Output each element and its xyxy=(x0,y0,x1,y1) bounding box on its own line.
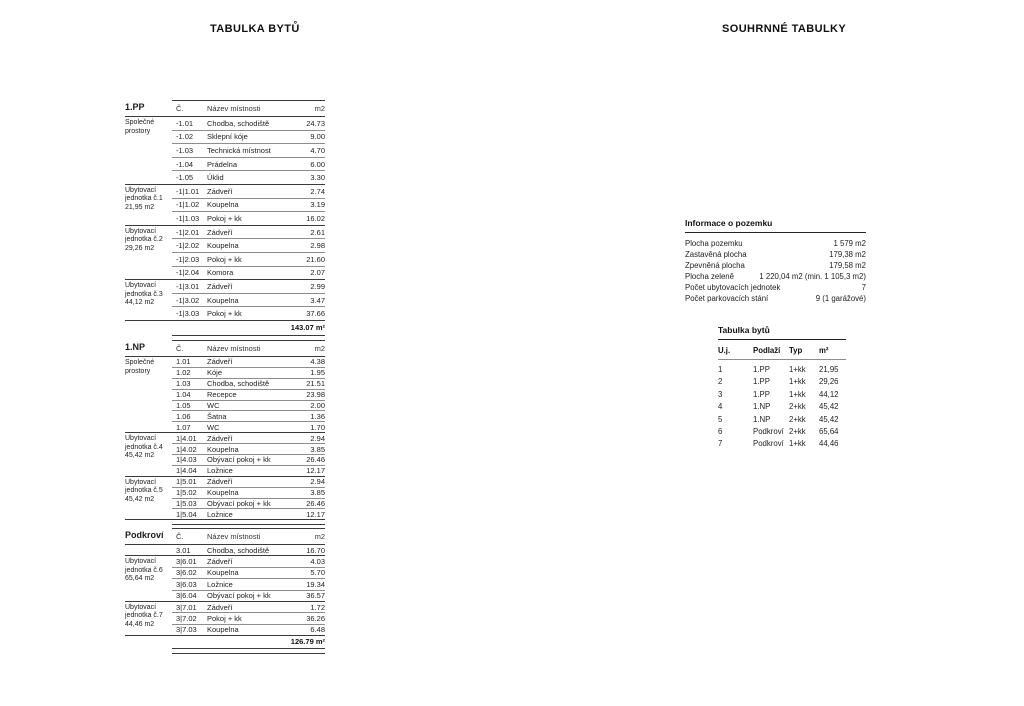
room-group-rows xyxy=(172,477,325,520)
room-number: 1|4.03 xyxy=(176,455,197,465)
room-name: Zádveří xyxy=(207,602,233,612)
table-row xyxy=(172,267,325,280)
column-header-m2: m² xyxy=(819,346,829,355)
room-number: 3|7.03 xyxy=(176,625,197,635)
room-area: 1.70 xyxy=(310,422,325,432)
room-name: Koupelna xyxy=(207,568,239,578)
room-area: 1.95 xyxy=(310,368,325,378)
room-area: 3.47 xyxy=(310,295,325,305)
room-area: 2.98 xyxy=(310,241,325,251)
room-number: -1.01 xyxy=(176,118,194,128)
room-group-label: Společné prostory xyxy=(125,119,155,135)
unit-number: 6 xyxy=(718,427,723,437)
room-number: -1.03 xyxy=(176,145,194,155)
room-name: Zádveří xyxy=(207,357,233,367)
table-row xyxy=(172,131,325,145)
land-info-row xyxy=(685,293,866,304)
unit-area: 21,95 xyxy=(819,365,839,374)
room-table-header xyxy=(125,100,325,117)
room-number: 3|7.01 xyxy=(176,602,197,612)
room-group-rows xyxy=(172,433,325,476)
floor-total-value: 126.79 m² xyxy=(290,637,325,647)
room-name: Chodba, schodiště xyxy=(207,379,270,389)
table-row xyxy=(172,477,325,488)
room-area: 26.46 xyxy=(306,499,325,509)
room-number: 1.03 xyxy=(176,379,191,389)
room-name: Prádelna xyxy=(207,159,238,169)
room-name: WC xyxy=(207,422,220,432)
land-info-key: Počet ubytovacích jednotek xyxy=(685,283,781,292)
room-name: Recepce xyxy=(207,390,237,400)
room-number: 1|4.04 xyxy=(176,466,197,476)
land-info-key: Plocha zeleně xyxy=(685,272,734,281)
page-title-tabulka-bytu: TABULKA BYTŮ xyxy=(210,23,300,35)
land-info-value: 179,38 m2 xyxy=(829,250,866,259)
room-group-rows xyxy=(172,357,325,432)
room-group-rows xyxy=(172,185,325,225)
room-table-header xyxy=(125,528,325,545)
table-row xyxy=(172,253,325,267)
room-number: -1|3.01 xyxy=(176,281,200,291)
column-header-room-name: Název místnosti xyxy=(207,344,261,353)
table-row xyxy=(172,401,325,412)
room-area: 6.00 xyxy=(310,159,325,169)
land-info-value: 179,58 m2 xyxy=(829,261,866,270)
room-name: Ložnice xyxy=(207,509,233,519)
room-area: 36.57 xyxy=(306,591,325,601)
unit-area: 29,26 xyxy=(819,377,839,387)
floor-total-value: 143.07 m² xyxy=(290,323,325,333)
land-info-row xyxy=(685,282,866,293)
room-group xyxy=(125,433,325,477)
room-area: 37.66 xyxy=(306,309,325,319)
room-group-label: Ubytovací jednotka č.2 29,26 m2 xyxy=(125,227,163,252)
land-info-row xyxy=(685,260,866,271)
room-number: 1|4.02 xyxy=(176,444,197,454)
room-area: 3.30 xyxy=(310,173,325,183)
table-row xyxy=(172,390,325,401)
table-row xyxy=(172,444,325,455)
land-info-row xyxy=(685,238,866,249)
room-group-label: Ubytovací jednotka č.4 45,42 m2 xyxy=(125,435,163,460)
room-number: 1|5.01 xyxy=(176,477,197,487)
unit-area: 44,12 xyxy=(819,389,839,399)
table-row xyxy=(172,144,325,158)
room-group xyxy=(125,602,325,636)
room-area: 4.70 xyxy=(310,145,325,155)
room-number: -1|3.02 xyxy=(176,295,200,305)
room-number: 3.01 xyxy=(176,545,191,555)
table-row xyxy=(172,226,325,240)
room-area: 2.61 xyxy=(310,227,325,237)
table-row xyxy=(172,556,325,567)
room-name: Pokoj + kk xyxy=(207,614,242,624)
room-name: Kóje xyxy=(207,368,223,378)
table-row xyxy=(172,185,325,199)
flat-summary-title: Tabulka bytů xyxy=(718,325,846,340)
table-row xyxy=(718,389,846,401)
page-title-souhrnne-tabulky: SOUHRNNÉ TABULKY xyxy=(722,23,847,35)
room-area: 2.07 xyxy=(310,268,325,278)
room-number: -1|1.02 xyxy=(176,200,200,210)
room-number: -1|3.03 xyxy=(176,309,200,319)
room-group-rows xyxy=(172,556,325,601)
room-table-column-headers xyxy=(172,100,325,116)
room-number: -1.04 xyxy=(176,159,194,169)
room-number: -1.02 xyxy=(176,132,194,142)
room-group xyxy=(125,477,325,521)
room-table-1np xyxy=(125,340,325,525)
room-group-label xyxy=(125,545,172,555)
room-area: 3.85 xyxy=(310,444,325,454)
room-area: 9.00 xyxy=(310,132,325,142)
column-header-room-name: Název místnosti xyxy=(207,532,261,541)
room-number: 1|5.02 xyxy=(176,488,197,498)
room-name: Obývací pokoj + kk xyxy=(207,591,271,601)
room-number: 1.04 xyxy=(176,390,191,400)
floor-total-row xyxy=(172,636,325,648)
room-area: 4.38 xyxy=(310,357,325,367)
room-name: Koupelna xyxy=(207,444,239,454)
room-group-label: Ubytovací jednotka č.7 44,46 m2 xyxy=(125,603,163,628)
room-area: 21.51 xyxy=(306,379,325,389)
room-area: 2.99 xyxy=(310,281,325,291)
room-group xyxy=(125,117,325,185)
room-table-column-headers xyxy=(172,528,325,544)
column-header-podlazi: Podlaží xyxy=(753,346,781,355)
table-row xyxy=(718,376,846,388)
column-header-number: Č. xyxy=(176,532,184,541)
room-name: Obývací pokoj + kk xyxy=(207,455,271,465)
table-row xyxy=(172,499,325,510)
room-area: 1.36 xyxy=(310,411,325,421)
table-row xyxy=(718,426,846,438)
room-number: 3|6.01 xyxy=(176,557,197,567)
table-end-rule xyxy=(172,520,325,525)
room-group-rows xyxy=(172,117,325,184)
room-area: 1.72 xyxy=(310,602,325,612)
room-name: Technická místnost xyxy=(207,145,271,155)
table-row xyxy=(172,368,325,379)
room-name: Pokoj + kk xyxy=(207,213,242,223)
unit-floor: 1.NP xyxy=(753,402,771,412)
room-area: 2.94 xyxy=(310,477,325,487)
room-number: -1|1.01 xyxy=(176,186,200,196)
table-row xyxy=(172,239,325,253)
column-header-typ: Typ xyxy=(789,346,803,355)
room-table-header xyxy=(125,340,325,357)
room-name: Zádveří xyxy=(207,227,233,237)
room-name: Komora xyxy=(207,268,234,278)
table-row xyxy=(172,379,325,390)
room-number: -1.05 xyxy=(176,173,194,183)
room-number: 3|6.04 xyxy=(176,591,197,601)
room-name: Zádveří xyxy=(207,186,233,196)
table-row xyxy=(172,171,325,184)
room-table-1pp xyxy=(125,100,325,341)
land-info-rows xyxy=(685,238,866,304)
room-number: -1|1.03 xyxy=(176,213,200,223)
room-name: Sklepní kóje xyxy=(207,132,248,142)
room-number: -1|2.02 xyxy=(176,241,200,251)
floor-total-row xyxy=(172,321,325,336)
room-number: 1.02 xyxy=(176,368,191,378)
table-row xyxy=(172,509,325,519)
unit-area: 44,46 xyxy=(819,439,839,449)
table-row xyxy=(172,280,325,294)
room-number: 3|7.02 xyxy=(176,614,197,624)
room-area: 16.70 xyxy=(306,545,325,555)
room-number: 1|4.01 xyxy=(176,433,197,443)
room-group-label: Ubytovací jednotka č.1 21,95 m2 xyxy=(125,186,163,211)
flat-summary-table xyxy=(718,325,846,451)
room-area: 23.98 xyxy=(306,390,325,400)
room-name: Zádveří xyxy=(207,433,233,443)
room-name: Chodba, schodiště xyxy=(207,118,270,128)
table-row xyxy=(172,422,325,432)
room-name: Zádveří xyxy=(207,557,233,567)
room-area: 16.02 xyxy=(306,213,325,223)
room-group-label: Společné prostory xyxy=(125,359,155,375)
room-number: -1|2.03 xyxy=(176,254,200,264)
room-group-label: Ubytovací jednotka č.6 65,64 m2 xyxy=(125,558,163,583)
unit-floor: 1.PP xyxy=(753,365,770,374)
table-row xyxy=(172,212,325,225)
column-header-number: Č. xyxy=(176,104,184,113)
table-row xyxy=(172,307,325,320)
room-area: 19.34 xyxy=(306,579,325,589)
room-name: Šatna xyxy=(207,411,227,421)
floor-label: Podkroví xyxy=(125,530,164,540)
room-name: Pokoj + kk xyxy=(207,254,242,264)
room-name: Ložnice xyxy=(207,579,233,589)
room-area: 4.03 xyxy=(310,557,325,567)
table-row xyxy=(172,357,325,368)
unit-floor: Podkroví xyxy=(753,427,784,437)
unit-floor: 1.PP xyxy=(753,377,770,387)
unit-type: 2+kk xyxy=(789,402,806,412)
room-group-label: Ubytovací jednotka č.5 45,42 m2 xyxy=(125,478,163,503)
room-area: 21.60 xyxy=(306,254,325,264)
room-name: Zádveří xyxy=(207,477,233,487)
table-row xyxy=(172,433,325,444)
land-info-key: Plocha pozemku xyxy=(685,239,743,248)
room-name: Zádveří xyxy=(207,281,233,291)
column-header-area: m2 xyxy=(314,532,325,541)
room-area: 2.74 xyxy=(310,186,325,196)
room-group xyxy=(125,357,325,433)
land-info-row xyxy=(685,271,866,282)
column-header-uj: U.j. xyxy=(718,346,731,355)
unit-floor: 1.NP xyxy=(753,414,771,424)
unit-number: 5 xyxy=(718,414,723,424)
room-group-rows xyxy=(172,602,325,635)
table-row xyxy=(172,545,325,555)
room-area: 6.48 xyxy=(310,625,325,635)
table-row xyxy=(172,294,325,308)
unit-type: 1+kk xyxy=(789,365,806,374)
table-row xyxy=(718,401,846,413)
room-area: 12.17 xyxy=(306,466,325,476)
flat-summary-rows xyxy=(718,364,846,451)
room-name: Pokoj + kk xyxy=(207,309,242,319)
room-group-rows xyxy=(172,280,325,320)
unit-area: 45,42 xyxy=(819,402,839,412)
room-area: 3.19 xyxy=(310,200,325,210)
room-number: 1.01 xyxy=(176,357,191,367)
land-info-key: Zastavěná plocha xyxy=(685,250,747,259)
room-name: WC xyxy=(207,401,220,410)
room-number: 1.06 xyxy=(176,411,191,421)
floor-label: 1.PP xyxy=(125,102,145,112)
unit-floor: 1.PP xyxy=(753,389,770,399)
table-row xyxy=(172,199,325,213)
room-name: Koupelna xyxy=(207,488,239,498)
room-name: Koupelna xyxy=(207,241,239,251)
unit-number: 3 xyxy=(718,389,723,399)
unit-type: 1+kk xyxy=(789,389,806,399)
land-info-table xyxy=(685,218,866,304)
room-group-rows xyxy=(172,545,325,555)
flat-summary-header xyxy=(718,340,846,360)
table-row xyxy=(718,438,846,450)
table-row xyxy=(172,625,325,635)
unit-number: 4 xyxy=(718,402,723,412)
table-row xyxy=(172,579,325,590)
room-group-label: Ubytovací jednotka č.3 44,12 m2 xyxy=(125,282,163,307)
table-row xyxy=(172,591,325,601)
room-number: -1|2.01 xyxy=(176,227,200,237)
room-table-column-headers xyxy=(172,340,325,356)
room-group xyxy=(125,185,325,226)
table-row xyxy=(718,364,846,376)
unit-type: 2+kk xyxy=(789,414,806,424)
land-info-value: 1 220,04 m2 (min. 1 105,3 m2) xyxy=(759,272,866,281)
unit-area: 65,64 xyxy=(819,427,839,437)
land-info-title: Informace o pozemku xyxy=(685,218,866,233)
unit-type: 1+kk xyxy=(789,439,806,449)
table-row xyxy=(172,455,325,466)
room-name: Koupelna xyxy=(207,200,239,210)
table-row xyxy=(172,466,325,476)
column-header-area: m2 xyxy=(314,344,325,353)
room-area: 36.26 xyxy=(306,614,325,624)
room-number: -1|2.04 xyxy=(176,268,200,278)
room-name: Koupelna xyxy=(207,625,239,635)
table-row xyxy=(718,414,846,426)
room-area: 24.73 xyxy=(306,118,325,128)
table-row xyxy=(172,158,325,172)
unit-number: 1 xyxy=(718,365,723,374)
land-info-value: 9 (1 garážové) xyxy=(815,294,866,303)
table-row xyxy=(172,488,325,499)
room-group xyxy=(125,556,325,602)
unit-type: 2+kk xyxy=(789,427,806,437)
room-table-podkroví xyxy=(125,528,325,654)
room-number: 1.07 xyxy=(176,422,191,432)
room-name: Chodba, schodiště xyxy=(207,545,270,555)
room-number: 1|5.03 xyxy=(176,499,197,509)
room-area: 5.70 xyxy=(310,568,325,578)
land-info-key: Počet parkovacích stání xyxy=(685,294,769,303)
table-row xyxy=(172,411,325,422)
table-row xyxy=(172,117,325,131)
room-number: 3|6.02 xyxy=(176,568,197,578)
land-info-value: 7 xyxy=(861,283,866,292)
unit-number: 2 xyxy=(718,377,723,387)
table-row xyxy=(172,613,325,624)
land-info-row xyxy=(685,249,866,260)
unit-number: 7 xyxy=(718,439,723,449)
table-row xyxy=(172,568,325,579)
room-number: 3|6.03 xyxy=(176,579,197,589)
unit-area: 45,42 xyxy=(819,414,839,424)
room-area: 2.00 xyxy=(310,401,325,410)
room-group xyxy=(125,280,325,321)
room-area: 3.85 xyxy=(310,488,325,498)
column-header-number: Č. xyxy=(176,344,184,353)
room-number: 1|5.04 xyxy=(176,509,197,519)
room-area: 2.94 xyxy=(310,433,325,443)
room-number: 1.05 xyxy=(176,401,191,410)
room-area: 26.46 xyxy=(306,455,325,465)
land-info-value: 1 579 m2 xyxy=(833,239,866,248)
room-name: Koupelna xyxy=(207,295,239,305)
land-info-key: Zpevněná plocha xyxy=(685,261,745,270)
unit-type: 1+kk xyxy=(789,377,806,387)
room-group xyxy=(125,226,325,280)
room-name: Obývací pokoj + kk xyxy=(207,499,271,509)
table-row xyxy=(172,602,325,613)
floor-label: 1.NP xyxy=(125,342,146,352)
room-group-rows xyxy=(172,226,325,279)
column-header-room-name: Název místnosti xyxy=(207,104,261,113)
room-group xyxy=(125,545,325,556)
column-header-area: m2 xyxy=(314,104,325,113)
room-area: 12.17 xyxy=(306,509,325,519)
room-name: Úklid xyxy=(207,173,224,183)
table-end-rule xyxy=(172,649,325,654)
room-name: Ložnice xyxy=(207,466,233,476)
unit-floor: Podkroví xyxy=(753,439,784,449)
